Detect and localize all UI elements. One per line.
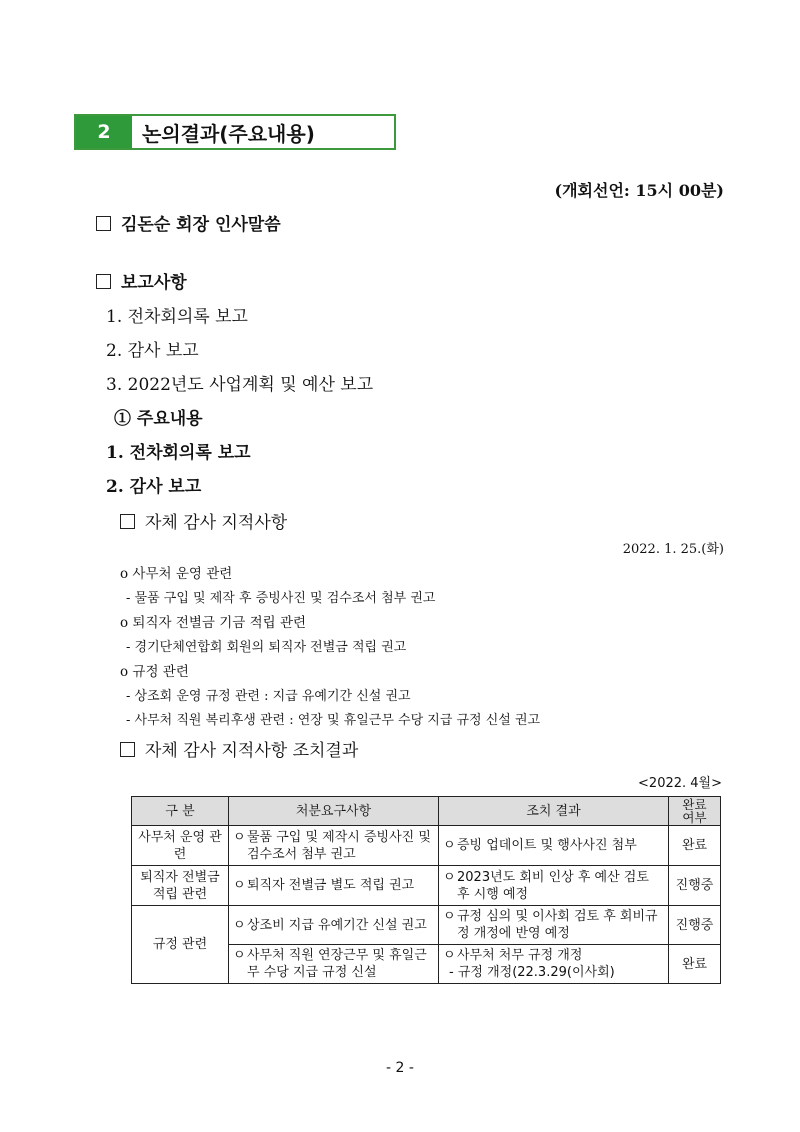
header-result: 조치 결과	[439, 797, 669, 826]
bullet-marker: ㅇ	[233, 829, 246, 845]
audit-detail-4: - 사무처 직원 복리후생 관련 : 연장 및 휴일근무 수당 지급 규정 신설 권고	[126, 713, 541, 728]
opening-declaration: (개회선언: 15시 00분)	[554, 181, 724, 200]
report-item-1: 1. 전차회의록 보고	[106, 307, 248, 327]
header-category: 구 분	[132, 797, 229, 826]
audit-point-3: o 규정 관련	[120, 664, 189, 680]
report-heading-text: 보고사항	[121, 273, 187, 293]
request-cell	[229, 826, 439, 866]
result-cell	[439, 906, 669, 945]
audit-detail-1: - 물품 구입 및 제작 후 증빙사진 및 검수조서 첨부 권고	[126, 591, 436, 606]
result-subtext: - 규정 개정(22.3.29(이사회)	[449, 965, 615, 980]
status-cell: 진행중	[669, 906, 721, 945]
audit-point-1: o 사무처 운영 관련	[120, 566, 233, 582]
audit-detail-2: - 경기단체연합회 회원의 퇴직자 전별금 적립 권고	[126, 640, 407, 655]
status-cell: 진행중	[669, 866, 721, 906]
audit-point-2: o 퇴직자 전별금 기금 적립 관련	[120, 615, 307, 631]
result-cell	[439, 866, 669, 906]
status-cell: 완료	[669, 826, 721, 866]
checkbox-square-icon	[96, 274, 111, 289]
result-text: 증빙 업데이트 및 행사사진 첨부	[457, 838, 637, 853]
action-heading	[120, 736, 358, 761]
header-status-line2: 여부	[682, 810, 707, 825]
bullet-marker: ㅇ	[443, 909, 456, 924]
table-header-row	[132, 797, 721, 826]
category-cell: 규정 관련	[132, 906, 229, 984]
bullet-marker: ㅇ	[233, 878, 246, 893]
action-results-table	[131, 796, 721, 984]
section-title: 논의결과(주요내용)	[142, 121, 315, 146]
result-cell	[439, 945, 669, 984]
result-text: 규정 심의 및 이사회 검토 후 회비규정 개정에 반영 예정	[457, 909, 658, 941]
greeting-item	[96, 210, 281, 235]
request-cell	[229, 945, 439, 984]
subsection-2: 2. 감사 보고	[106, 477, 202, 497]
table-row	[132, 906, 721, 945]
report-item-2: 2. 감사 보고	[106, 341, 199, 361]
page-number: - 2 -	[386, 1060, 414, 1076]
request-text: 물품 구입 및 제작시 증빙사진 및 검수조서 첨부 권고	[247, 829, 431, 862]
category-cell: 사무처 운영 관련	[132, 826, 229, 866]
status-cell: 완료	[669, 945, 721, 984]
request-cell	[229, 866, 439, 906]
bullet-marker: ㅇ	[233, 948, 246, 963]
result-cell	[439, 826, 669, 866]
checkbox-square-icon	[120, 514, 135, 529]
result-text: 사무처 처무 규정 개정	[457, 948, 583, 963]
bullet-marker: ㅇ	[443, 869, 456, 885]
request-text: 퇴직자 전별금 별도 적립 권고	[247, 878, 415, 893]
table-row	[132, 826, 721, 866]
category-cell: 퇴직자 전별금 적립 관련	[132, 866, 229, 906]
report-item-3: 3. 2022년도 사업계획 및 예산 보고	[106, 375, 374, 395]
header-status-line1: 완료	[682, 797, 707, 812]
main-content-heading: ① 주요내용	[114, 409, 203, 429]
audit-date: 2022. 1. 25.(화)	[622, 542, 724, 557]
table-row	[132, 866, 721, 906]
checkbox-square-icon	[120, 742, 135, 757]
result-text: 2023년도 회비 인상 후 예산 검토 후 시행 예정	[457, 869, 649, 902]
audit-detail-3: - 상조회 운영 규정 관련 : 지급 유예기간 신설 권고	[126, 689, 411, 704]
section-number: 2	[76, 116, 132, 148]
audit-heading	[120, 508, 287, 533]
section-header	[74, 114, 396, 150]
request-text: 사무처 직원 연장근무 및 휴일근무 수당 지급 규정 신설	[247, 948, 427, 980]
report-heading	[96, 268, 187, 293]
bullet-marker: ㅇ	[443, 948, 456, 963]
action-heading-text: 자체 감사 지적사항 조치결과	[145, 741, 359, 761]
checkbox-square-icon	[96, 216, 111, 231]
header-request: 처분요구사항	[229, 797, 439, 826]
request-cell	[229, 906, 439, 945]
greeting-text: 김돈순 회장 인사말씀	[121, 215, 281, 235]
action-date: <2022. 4월>	[638, 776, 722, 791]
audit-heading-text: 자체 감사 지적사항	[145, 513, 288, 533]
subsection-1: 1. 전차회의록 보고	[106, 443, 251, 463]
request-text: 상조비 지급 유예기간 신설 권고	[247, 917, 427, 933]
bullet-marker: ㅇ	[233, 917, 246, 933]
bullet-marker: ㅇ	[443, 838, 456, 853]
header-status	[669, 797, 721, 826]
